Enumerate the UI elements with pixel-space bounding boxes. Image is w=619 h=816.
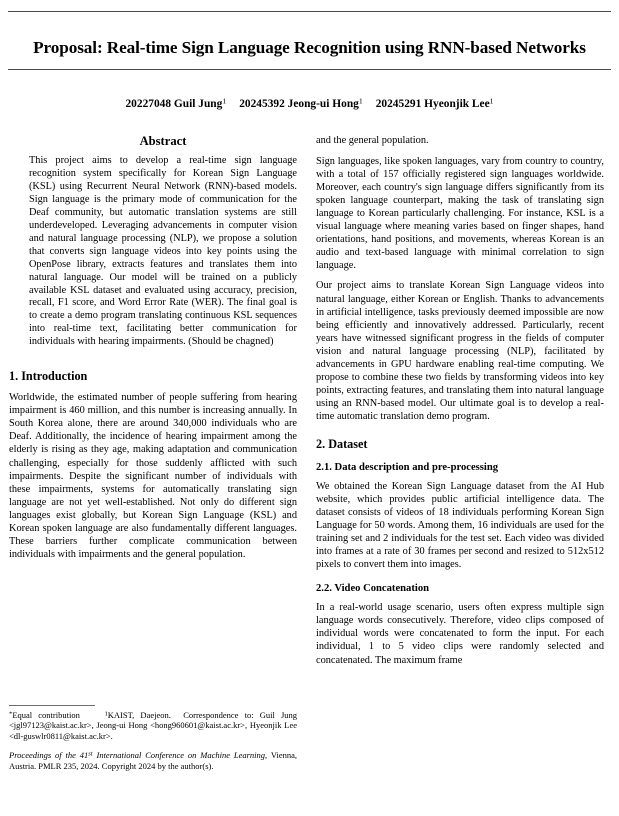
proceedings-italic-part-2: International Conference on Machine Learning	[92, 750, 266, 761]
author-list	[8, 97, 611, 111]
affiliation-text: KAIST, Daejeon.	[107, 710, 171, 720]
affiliation-marker: 1	[104, 710, 108, 718]
author-name-1: Guil Jung	[173, 98, 223, 110]
equal-contribution-text: Equal contribution	[12, 710, 80, 720]
footnote-block	[9, 705, 297, 771]
author-affiliation-marker-2: 1	[358, 96, 363, 106]
right-column	[316, 134, 604, 667]
abstract-heading: Abstract	[139, 134, 187, 148]
footnote-divider	[9, 705, 95, 706]
page-title: Proposal: Real-time Sign Language Recognition using RNN-based Networks	[33, 37, 586, 57]
proceedings-ordinal: st	[88, 750, 93, 758]
section-heading-dataset: 2. Dataset	[316, 436, 368, 451]
footnote-affiliation	[9, 710, 297, 741]
footnote-text	[9, 710, 297, 741]
author-id-3: 20245291	[375, 98, 422, 110]
section-heading-introduction: 1. Introduction	[9, 369, 88, 384]
header-rule-bottom	[8, 69, 611, 70]
correspondence-text: Correspondence to: Guil Jung <jgl97123@kaist.ac.kr>, Jeong-ui Hong <hong960601@kaist.ac.kr>, Hyeonjik Lee <dl-guswlr0811@kaist.ac.kr>.	[9, 710, 298, 741]
author-entry-3	[376, 98, 494, 110]
abstract-body: This project aims to develop a real-time sign language recognition system specifically for Korean Sign Language (KSL) using Recurrent Neural Network (RNN)-based models. Sign language is the primary mode of communication for the Deaf community, but automatic translation systems are still underdeveloped. Leveraging advancements in computer vision and natural language processing (NLP), we propose a solution that converts sign language videos into key points using the OpenPose library, extracts features and translates them into natural language. Our model will be trained on a publicly available KSL dataset and evaluated using accuracy, precision, recall, F1 score, and Word Error Rate (WER). The final goal is to create a demo program translating continuous KSL sequences into real-time text, facilitating better communication for individuals with hearing impairments. (Should be chagned)	[29, 155, 297, 348]
video-concatenation-body: In a real-world usage scenario, users often express multiple sign language words consecutively. Therefore, video clips composed of individual words were concatenated to form the input. For each individual, 1 to 5 video clips were randomly selected and concatenated. The maximum frame	[316, 602, 604, 666]
author-affiliation-marker-1: 1	[222, 96, 227, 106]
left-column	[9, 134, 297, 568]
author-id-2: 20245392	[239, 98, 285, 110]
abstract-block	[29, 134, 297, 349]
author-id-1: 20227048	[125, 98, 172, 110]
proceedings-notice	[9, 750, 297, 771]
author-entry-2	[239, 98, 363, 110]
author-name-2: Jeong-ui Hong	[287, 98, 359, 110]
data-description-body: We obtained the Korean Sign Language dataset from the AI Hub website, which provides public artificial intelligence data. The dataset consists of videos of 18 individuals performing Korean Sign Language for 50 words. Among them, 16 individuals are used for the training set and 2 individuals for the test set. Each video was divided into frames at a rate of 30 frames per second and resized to 512x512 pixels to convert them into images.	[316, 480, 604, 571]
introduction-paragraph-2: Sign languages, like spoken languages, vary from country to country, with a total of 157 officially registered sign languages worldwide. Moreover, each country's sign language differs significantly from its spoken language counterpart, making the task of translating sign language to Korean particularly challenging. For instance, KSL is a visual language where meaning varies based on finger shapes, hand orientations, hand positions, and movements, whereas Korean is an audio and text-based language with minimal correlation to sign language.	[316, 155, 604, 271]
subsection-heading-video-concatenation: 2.2. Video Concatenation	[316, 583, 430, 595]
introduction-paragraph-1-continued: and the general population.	[316, 135, 429, 146]
author-affiliation-marker-3: 1	[489, 96, 494, 106]
proceedings-rest: , Vienna, Austria. PMLR 235, 2024. Copyright 2024 by the author(s).	[9, 750, 297, 771]
author-entry-1	[125, 98, 226, 110]
equal-contribution-marker: *	[9, 710, 13, 718]
author-name-3: Hyeonjik Lee	[424, 98, 490, 110]
introduction-paragraph-1: Worldwide, the estimated number of people suffering from hearing impairment is 460 million, and this number is increasing annually. In South Korea alone, there are around 340,000 individuals who are Deaf. Additionally, the incidence of hearing impairment among the elderly is rising as they age, making adaptation and communication challenging, especially for those suddenly afflicted with such impairments. Despite the significant number of individuals with these impairments, systems for automatically translating sign language are not yet well-established. Not only do different sign languages exist globally, but Korean Sign Language (KSL) and Korean spoken language are also fundamentally different languages. These barriers further complicate communication between individuals with impairments and the general population.	[9, 392, 297, 560]
proceedings-italic-part-1: Proceedings of the 41	[9, 750, 89, 761]
subsection-heading-data-description: 2.1. Data description and pre-processing	[316, 461, 499, 473]
introduction-paragraph-3: Our project aims to translate Korean Sign Language videos into natural language, either Korean or English. Thanks to advancements in artificial intelligence, tasks previously deemed impossible are now being efficiently and innovatively addressed. Particularly, recent years have witnessed significant progress in the fields of computer vision and natural language processing (NLP), facilitated by advancements in GPU hardware enabling real-time computing. We propose to combine these two fields by transforming videos into key points, extracting features, and translating them into natural language using an RNN-based model. Our ultimate goal is to develop a real-time automatic translation demo program.	[316, 280, 604, 422]
proceedings-text	[9, 750, 297, 771]
header-rule-top	[8, 11, 611, 12]
